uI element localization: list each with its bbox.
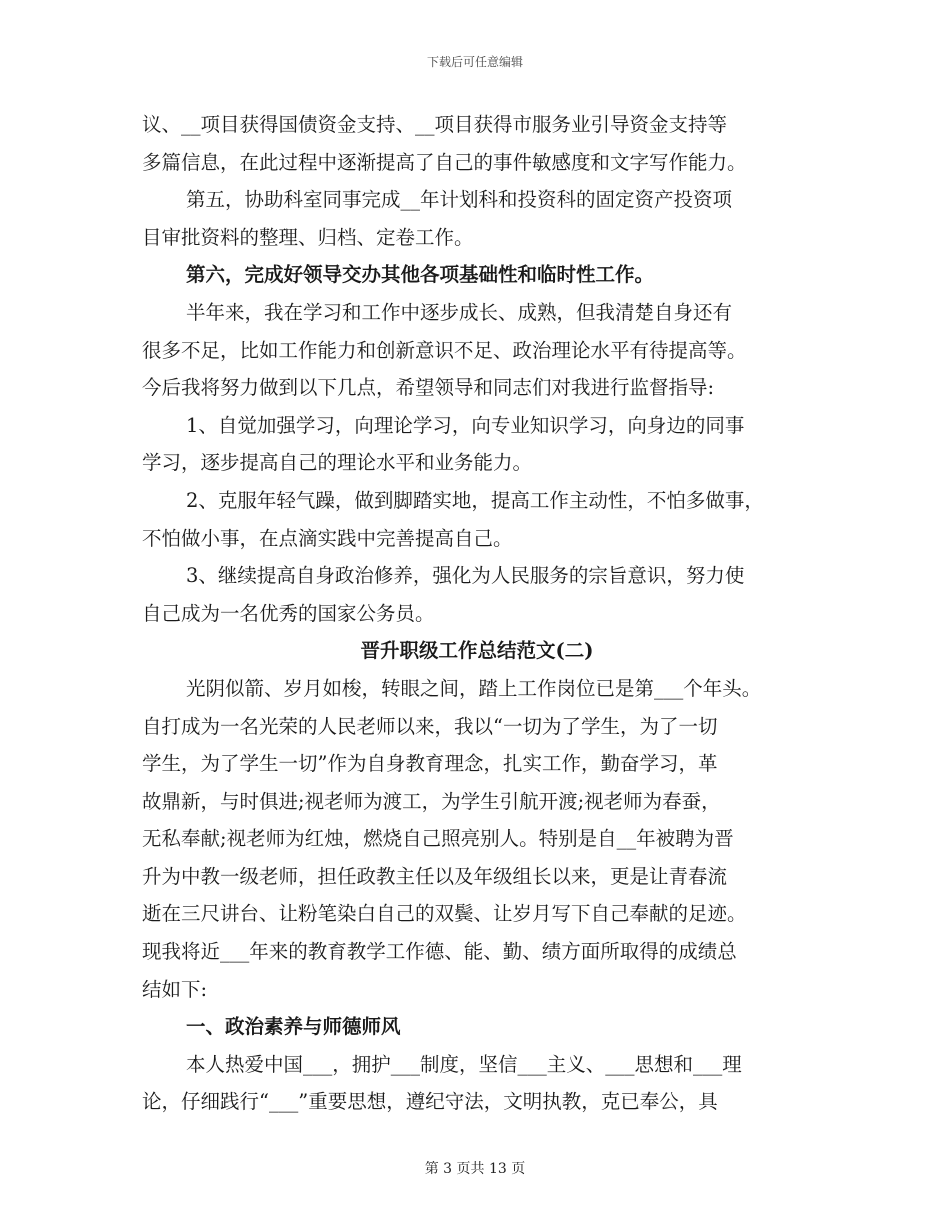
- text-line: 结如下:: [142, 977, 208, 1001]
- page-header: 下载后可任意编辑: [426, 55, 523, 69]
- text-line: 半年来，我在学习和工作中逐步成长、成熟，但我清楚自身还有: [186, 300, 733, 324]
- text-line: 现我将近___年来的教育教学工作德、能、勤、绩方面所取得的成绩总: [142, 940, 737, 964]
- text-line: 不怕做小事，在点滴实践中完善提高自己。: [142, 526, 513, 550]
- section-heading: 第六，完成好领导交办其他各项基础性和临时性工作。: [186, 263, 655, 287]
- text-line: 升为中教一级老师，担任政教主任以及年级组长以来，更是让青春流: [142, 864, 728, 888]
- text-line: 学习，逐步提高自己的理论水平和业务能力。: [142, 451, 533, 475]
- text-line: 故鼎新，与时俱进;视老师为渡工，为学生引航开渡;视老师为春蚕，: [142, 789, 721, 813]
- text-line: 1、自觉加强学习，向理论学习，向专业知识学习，向身边的同事: [186, 413, 745, 437]
- document-body: [142, 106, 812, 1121]
- text-line: 自打成为一名光荣的人民老师以来，我以“一切为了学生，为了一切: [142, 714, 718, 738]
- text-line: 3、继续提高自身政治修养，强化为人民服务的宗旨意识，努力使: [186, 564, 745, 588]
- page-footer: 第 3 页共 13 页: [424, 1161, 526, 1177]
- text-line: 今后我将努力做到以下几点，希望领导和同志们对我进行监督指导:: [142, 376, 715, 400]
- text-line: 无私奉献;视老师为红烛，燃烧自己照亮别人。特别是自__年被聘为晋: [142, 827, 734, 851]
- text-line: 第五，协助科室同事完成__年计划科和投资科的固定资产投资项: [186, 188, 733, 212]
- text-line: 自己成为一名优秀的国家公务员。: [142, 601, 435, 625]
- section-heading: 一、政治素养与师德师风: [186, 1015, 401, 1039]
- text-line: 学生，为了学生一切”作为自身教育理念，扎实工作，勤奋学习，革: [142, 752, 718, 776]
- text-line: 目审批资料的整理、归档、定卷工作。: [142, 225, 474, 249]
- text-line: 光阴似箭、岁月如梭，转眼之间，踏上工作岗位已是第___个年头。: [186, 676, 762, 700]
- text-line: 多篇信息，在此过程中逐渐提高了自己的事件敏感度和文字写作能力。: [142, 150, 747, 174]
- text-line: 2、克服年轻气躁，做到脚踏实地，提高工作主动性，不怕多做事，: [186, 488, 764, 512]
- text-line: 逝在三尺讲台、让粉笔染白自己的双鬓、让岁月写下自己奉献的足迹。: [142, 902, 747, 926]
- text-line: 很多不足，比如工作能力和创新意识不足、政治理论水平有待提高等。: [142, 338, 747, 362]
- text-line: 本人热爱中国___，拥护___制度，坚信___主义、___思想和___理: [186, 1052, 742, 1076]
- text-line: 议、__项目获得国债资金支持、__项目获得市服务业引导资金支持等: [142, 113, 728, 136]
- text-line: 论，仔细践行“___”重要思想，遵纪守法，文明执教，克已奉公，具: [142, 1090, 718, 1114]
- section-title: 晋升职级工作总结范文(二): [360, 639, 594, 663]
